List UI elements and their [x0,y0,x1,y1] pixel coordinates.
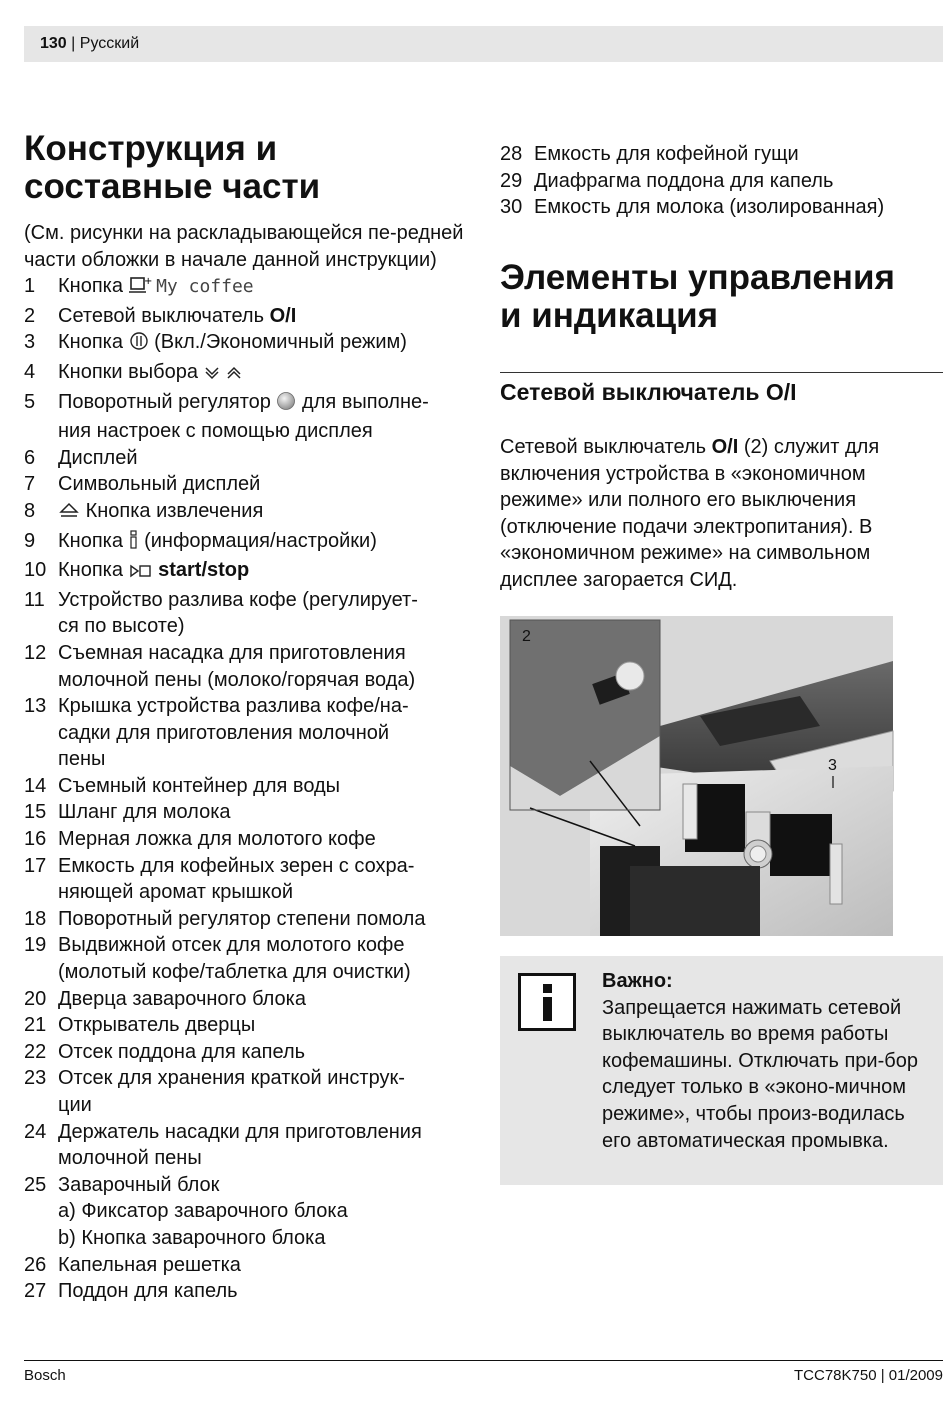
note-text: Запрещается нажимать сетевой выключатель во время работы кофемашины. Отключать при-бор следует только в «эконо-мичном режиме», чтобы произ-водилась его автоматическая промывка. [602,996,918,1152]
cup-plus-icon [129,275,151,303]
list-item: 15 Шланг для молока [24,801,231,824]
note-title: Важно: [602,970,673,992]
power-icon [129,331,149,359]
subsection-title: Сетевой выключатель O/I [500,379,797,405]
subsection [500,378,943,594]
list-item: 26 Капельная решетка [24,1253,241,1276]
list-item: 9 Кнопка (информация/настройки) [24,528,474,558]
list-item: 28 Емкость для кофейной гущи [500,143,799,165]
list-item: 17 Емкость для кофейных зерен с сохра- няющей аромат крышкой [24,854,415,904]
list-item: 19 Выдвижной отсек для молотого кофе (молотый кофе/таблетка для очистки) [24,934,411,984]
list-item: 3 Кнопка (Вкл./Экономичный режим) [24,329,474,359]
list-item: 7 Символьный дисплей [24,473,261,496]
list-item: 4 Кнопки выбора [24,359,474,389]
figure-label-2: 2 [522,628,531,645]
list-item: 12 Съемная насадка для приготовления молочной пены (молоко/горячая вода) [24,641,416,691]
section-title-components: Конструкция и составные части [24,129,321,206]
list-item: 30 Емкость для молока (изолированная) [500,196,885,219]
list-item: 13 Крышка устройства разлива кофе/на- садки для приготовления молочной пены [24,695,409,771]
section-divider [500,372,943,373]
list-item: 29 Диафрагма поддона для капель [500,169,834,192]
section-title-controls: Элементы управления и индикация [500,257,895,335]
list-item: 27 Поддон для капель [24,1280,238,1303]
list-item: 24 Держатель насадки для приготовления молочной пены [24,1120,422,1170]
list-item: 11 Устройство разлива кофе (регулирует- ся по высоте) [24,588,418,638]
list-item: 23 Отсек для хранения краткой инструк- ции [24,1067,405,1116]
list-item: 25 Заварочный блок a) Фиксатор заварочного блока b) Кнопка заварочного блока [24,1173,348,1249]
power-switch-paragraph: Сетевой выключатель O/I (2) служит для включения устройства в «экономичном режиме» или полного его выключения (отключение подачи электропитания). В «экономичном режиме» на символьном дисплее загорается СИД. [500,436,880,591]
list-item: 18 Поворотный регулятор степени помола [24,907,426,930]
figure-label-3: 3 [828,757,837,774]
info-small-icon [129,530,139,558]
knob-icon [276,391,296,419]
list-item: 10 Кнопка start/stop [24,557,474,587]
intro-text: (См. рисунки на раскладывающейся пе-редней части обложки в начале данной инструкции) [24,222,464,271]
page-number: 130 [40,35,67,52]
header-language: Русский [79,35,140,52]
footer-divider [24,1360,943,1361]
left-column [24,130,474,1305]
chevrons-icon [204,362,246,389]
list-item: 2 Сетевой выключатель O/I [24,304,297,327]
list-item: 21 Открыватель дверцы [24,1014,256,1037]
list-item: 16 Мерная ложка для молотого кофе [24,828,376,851]
svg-text:+: + [143,276,152,288]
footer-model: TCC78K750 | 01/2009 [794,1367,943,1384]
list-item: 22 Отсек поддона для капель [24,1040,306,1063]
list-item: 14 Съемный контейнер для воды [24,774,341,797]
list-item: 20 Дверца заварочного блока [24,987,306,1010]
right-column [500,141,943,335]
header-bar [24,26,943,62]
list-item: 6 Дисплей [24,446,138,469]
start-stop-icon [129,560,153,587]
eject-icon [58,501,80,528]
footer-brand: Bosch [24,1367,66,1384]
list-item: 8 Кнопка извлечения [24,498,474,528]
important-note [500,956,943,1185]
components-list [24,273,474,1305]
list-item: 5 Поворотный регулятор для выполне- ния настроек с помощью дисплея [24,390,429,443]
list-item: 1 Кнопка + My coffee [24,273,474,303]
machine-illustration [500,616,893,936]
components-list-continued [500,141,943,221]
header-separator: | [71,35,76,52]
info-icon [518,973,576,1031]
